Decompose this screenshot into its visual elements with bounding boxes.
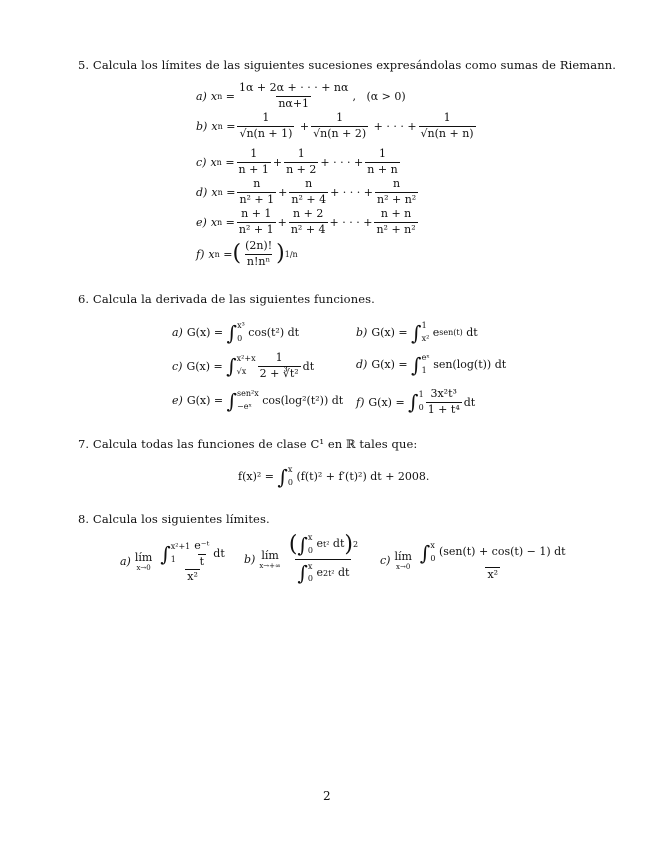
p8-item-c: c) lím x→0 ∫ x 0 (sen(t) + cos(t) − 1) dt x²: [380, 540, 566, 581]
p5-item-f: f) x n = ( $\frac{(2n)!}{\text{n!nⁿ}}$ ) 1/n: [196, 239, 298, 268]
p6-item-e: e) G(x) = ∫ sen²x −eˣ cos(log²(t²)) dt: [172, 388, 344, 413]
p6-item-d: d) G(x) = ∫ eˣ 1 sen(log(t)) dt: [356, 352, 507, 377]
problem-8-heading: 8. Calcula los siguientes límites.: [78, 512, 270, 526]
p5-item-c: c) x n = $\frac{1}{n + 1}$ + $\frac{1}{n + 2}$ + · · · + $\frac{1}{n + n}$: [196, 147, 398, 176]
p7-equation: f(x)² = ∫ x 0 (f(t)² + f′(t)²) dt + 2008.: [238, 464, 430, 489]
p8-item-b: b) lím x→+∞ ( ∫ x 0 e t² dt ) 2 ∫ x 0 e 2t² dt: [244, 531, 359, 586]
problem-7-heading: 7. Calcula todas las funciones de clase C¹ en ℝ tales que:: [78, 437, 418, 451]
p5-item-d: d) x n = $\frac{n}{\text{n² + 1}}$ + $\frac{n}{\text{n² + 4}}$ + · · · + $\frac{n}{\text{n² + n²}}$: [196, 177, 417, 206]
problem-6-heading: 6. Calcula la derivada de las siguientes funciones.: [78, 292, 375, 306]
p6-item-b: b) G(x) = ∫ 1 x² e sen(t) dt: [356, 320, 478, 345]
p6-item-f: f) G(x) = ∫ 1 0 $\frac{\text{3x²t³}}{\text{1 + t⁴}}$ dt: [356, 387, 476, 416]
p5-item-b: b) x n = $\frac{1}{√n(n + 1)}$ + $\frac{1}{√n(n + 2)}$ + · · · + $\frac{1}{√n(n + n)}$: [196, 111, 474, 140]
problem-5-heading: 5. Calcula los límites de las siguientes sucesiones expresándolas como sumas de Riemann.: [78, 58, 617, 72]
p6-item-c: c) G(x) = ∫ x²+x √x $\frac{1}{\text{2 + ∛t²}}$ dt: [172, 351, 315, 380]
p8-item-a: a) lím x→0 ∫ x²+1 1 $\frac{\text{e⁻ᵗ}}{t}$ dt x²: [120, 539, 225, 584]
p5a-fraction: $\frac{1\alpha + 2\alpha + \cdot \cdot \cdot + n\alpha}{n\alpha+1}$: [238, 81, 349, 110]
p6-item-a: a) G(x) = ∫ x³ 0 cos(t²) dt: [172, 320, 300, 345]
p5-item-e: e) x n = $\frac{n + 1}{\text{n² + 1}}$ + $\frac{n + 2}{\text{n² + 4}}$ + · · · + $\frac{n + n}{\text{n² + n²}}$: [196, 207, 416, 236]
p5-item-a: a) x n = $\frac{1\alpha + 2\alpha + \cdot \cdot \cdot + n\alpha}{n\alpha+1}$ , (α > 0): [196, 81, 406, 110]
page-number: 2: [323, 789, 331, 803]
